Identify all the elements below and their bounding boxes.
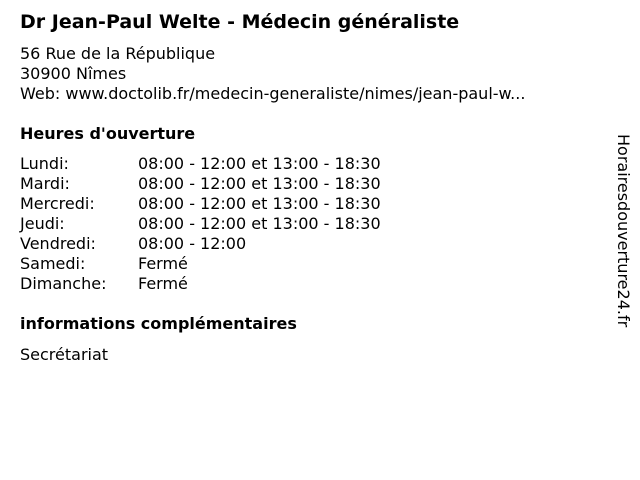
website-link[interactable]: Web: www.doctolib.fr/medecin-generaliste/nimes/jean-paul-w... [20,84,526,103]
day-label: Jeudi: [20,214,65,233]
time-value: 08:00 - 12:00 et 13:00 - 18:30 [138,194,381,213]
day-label: Mercredi: [20,194,95,213]
address-city: 30900 Nîmes [20,64,127,83]
page-title: Dr Jean-Paul Welte - Médecin généraliste [20,11,460,33]
address-block [20,44,525,104]
day-label: Dimanche: [20,274,107,293]
time-value: Fermé [138,274,188,293]
additional-info-heading: informations complémentaires [20,314,297,333]
time-value: 08:00 - 12:00 et 13:00 - 18:30 [138,214,381,233]
day-label: Samedi: [20,254,86,273]
time-value: 08:00 - 12:00 [138,234,247,253]
day-label: Vendredi: [20,234,96,253]
additional-info-text: Secrétariat [20,345,109,364]
site-watermark: Horairesdouverture24.fr [614,134,633,328]
address-street: 56 Rue de la République [20,44,216,63]
day-label: Mardi: [20,174,70,193]
time-value: 08:00 - 12:00 et 13:00 - 18:30 [138,174,381,193]
time-value: Fermé [138,254,188,273]
time-value: 08:00 - 12:00 et 13:00 - 18:30 [138,154,381,173]
day-label: Lundi: [20,154,69,173]
opening-hours-heading: Heures d'ouverture [20,124,196,143]
